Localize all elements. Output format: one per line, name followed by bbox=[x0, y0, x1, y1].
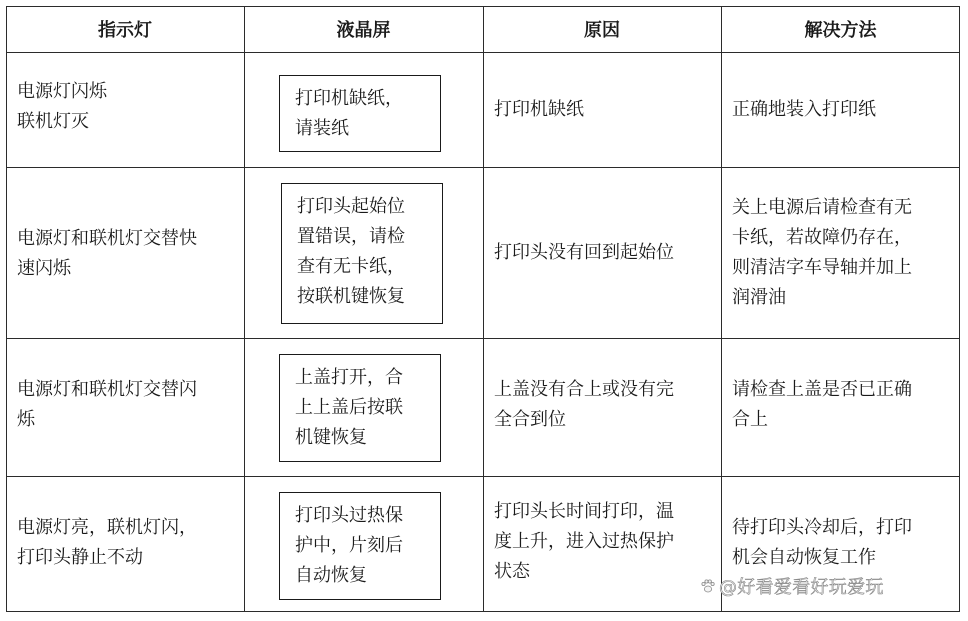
row4-indicator bbox=[17, 513, 197, 573]
row2-solution bbox=[732, 193, 912, 313]
text-line: 全合到位 bbox=[494, 409, 566, 430]
row2-indicator bbox=[17, 224, 197, 284]
row-divider bbox=[6, 338, 960, 339]
text-line: 打印头长时间打印，温 bbox=[494, 501, 674, 522]
column-divider bbox=[721, 6, 722, 612]
row1-lcd-display bbox=[279, 75, 441, 152]
row-divider bbox=[6, 476, 960, 477]
text-line: 按联机键恢复 bbox=[297, 286, 405, 307]
text-line: 速闪烁 bbox=[17, 258, 71, 279]
row3-lcd-display bbox=[279, 354, 441, 462]
row1-reason bbox=[494, 95, 584, 125]
text-line: 请装纸 bbox=[295, 118, 349, 139]
text-line: 自动恢复 bbox=[295, 565, 367, 586]
text-line: 关上电源后请检查有无 bbox=[732, 197, 912, 218]
text-line: 置错误，请检 bbox=[297, 226, 405, 247]
text-line: 待打印头冷却后，打印 bbox=[732, 517, 912, 538]
text-line: 度上升，进入过热保护 bbox=[494, 531, 674, 552]
text-line: 机键恢复 bbox=[295, 427, 367, 448]
text-line: 打印机缺纸 bbox=[494, 99, 584, 120]
row4-reason bbox=[494, 497, 674, 587]
text-line: 打印头没有回到起始位 bbox=[494, 242, 674, 263]
text-line: 查有无卡纸， bbox=[297, 256, 405, 277]
text-line: 状态 bbox=[494, 561, 530, 582]
text-line: 电源灯和联机灯交替快 bbox=[17, 228, 197, 249]
text-line: 打印头静止不动 bbox=[17, 547, 143, 568]
header-lcd: 液晶屏 bbox=[336, 20, 391, 41]
row1-solution bbox=[732, 95, 876, 125]
text-line: 打印头过热保 bbox=[295, 505, 403, 526]
row2-reason bbox=[494, 238, 674, 268]
text-line: 电源灯闪烁 bbox=[17, 81, 107, 102]
text-line: 卡纸，若故障仍存在， bbox=[732, 227, 912, 248]
text-line: 请检查上盖是否已正确 bbox=[732, 379, 912, 400]
text-line: 正确地装入打印纸 bbox=[732, 99, 876, 120]
row1-indicator bbox=[17, 77, 107, 137]
row3-reason bbox=[494, 375, 674, 435]
column-divider bbox=[244, 6, 245, 612]
text-line: 则清洁字车导轴并加上 bbox=[732, 257, 912, 278]
watermark-text: @好看爱看好玩爱玩 bbox=[719, 577, 884, 598]
row4-solution bbox=[732, 513, 912, 573]
text-line: 打印头起始位 bbox=[297, 196, 405, 217]
row-divider bbox=[6, 52, 960, 53]
text-line: 电源灯亮，联机灯闪， bbox=[17, 517, 197, 538]
text-line: 上盖没有合上或没有完 bbox=[494, 379, 674, 400]
watermark bbox=[700, 573, 884, 599]
row-divider bbox=[6, 167, 960, 168]
column-divider bbox=[483, 6, 484, 612]
row3-solution bbox=[732, 375, 912, 435]
text-line: 机会自动恢复工作 bbox=[732, 547, 876, 568]
header-indicator: 指示灯 bbox=[98, 20, 152, 41]
row2-lcd-display bbox=[281, 183, 443, 324]
text-line: 烁 bbox=[17, 409, 35, 430]
text-line: 电源灯和联机灯交替闪 bbox=[17, 379, 197, 400]
paw-icon bbox=[700, 578, 716, 594]
text-line: 上盖打开，合 bbox=[295, 367, 403, 388]
text-line: 润滑油 bbox=[732, 287, 786, 308]
header-reason: 原因 bbox=[584, 20, 620, 41]
header-solution: 解决方法 bbox=[804, 20, 877, 41]
text-line: 联机灯灭 bbox=[17, 111, 89, 132]
row4-lcd-display bbox=[279, 492, 441, 600]
text-line: 合上 bbox=[732, 409, 768, 430]
text-line: 上上盖后按联 bbox=[295, 397, 403, 418]
text-line: 打印机缺纸， bbox=[295, 88, 403, 109]
text-line: 护中，片刻后 bbox=[295, 535, 403, 556]
row3-indicator bbox=[17, 375, 197, 435]
